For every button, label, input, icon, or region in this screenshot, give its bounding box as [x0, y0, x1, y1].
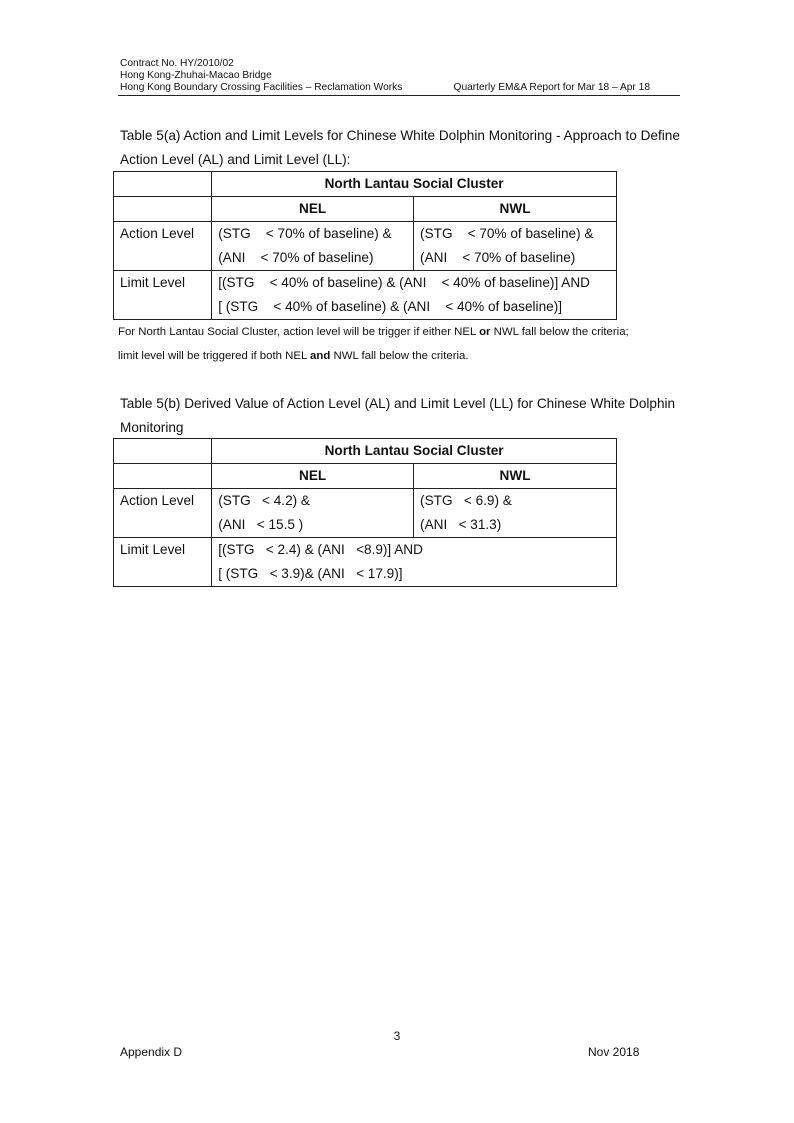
table-row — [114, 538, 617, 587]
action-nwl-line2: (ANI < 70% of baseline) — [420, 250, 576, 265]
facility-name: Hong Kong Boundary Crossing Facilities – Reclamation Works — [120, 82, 403, 93]
table-row — [114, 439, 617, 464]
table-row — [114, 271, 617, 320]
note-text: NWL fall below the criteria; — [490, 326, 629, 338]
column-header-nwl: NWL — [414, 197, 617, 222]
footer-appendix: Appendix D — [120, 1045, 183, 1059]
action-nwl-line2: (ANI < 31.3) — [420, 517, 502, 532]
header-divider — [118, 95, 680, 96]
action-nel-line1: (STG < 4.2) & — [218, 493, 311, 508]
table-b-caption — [120, 392, 680, 440]
limit-cell — [212, 271, 617, 320]
table-a-caption-line2: Action Level (AL) and Limit Level (LL): — [120, 152, 351, 167]
limit-line2: [ (STG < 40% of baseline) & (ANI < 40% of baseline)] — [218, 299, 562, 314]
column-header-nel: NEL — [212, 197, 414, 222]
empty-cell — [114, 439, 212, 464]
page-number: 3 — [393, 1029, 401, 1043]
note-text: NWL fall below the criteria. — [330, 350, 469, 362]
table-a-note — [118, 320, 678, 368]
note-line1 — [118, 320, 678, 344]
table-a-caption-line1: Table 5(a) Action and Limit Levels for Chinese White Dolphin Monitoring - Approach to Define — [120, 128, 680, 143]
table-a-caption — [120, 124, 680, 172]
action-nel-cell — [212, 489, 414, 538]
table-b — [113, 438, 617, 587]
limit-line2: [ (STG < 3.9)& (ANI < 17.9)] — [218, 566, 403, 581]
note-bold: or — [479, 326, 491, 338]
action-nwl-cell — [414, 222, 617, 271]
note-line2 — [118, 344, 678, 368]
table-row — [114, 464, 617, 489]
table-row — [114, 222, 617, 271]
column-header-nel: NEL — [212, 464, 414, 489]
row-label-limit: Limit Level — [114, 538, 212, 587]
contract-number: Contract No. HY/2010/02 — [120, 58, 234, 69]
table-b-caption-line1: Table 5(b) Derived Value of Action Level (AL) and Limit Level (LL) for Chinese White Dolphin — [120, 396, 676, 411]
empty-cell — [114, 464, 212, 489]
page-header — [120, 58, 680, 94]
empty-cell — [114, 197, 212, 222]
column-header-nwl: NWL — [414, 464, 617, 489]
group-header: North Lantau Social Cluster — [212, 439, 617, 464]
footer-date: Nov 2018 — [588, 1045, 640, 1059]
action-nwl-cell — [414, 489, 617, 538]
row-label-limit: Limit Level — [114, 271, 212, 320]
limit-cell — [212, 538, 617, 587]
table-row — [114, 489, 617, 538]
report-title: Quarterly EM&A Report for Mar 18 – Apr 18 — [453, 82, 650, 93]
note-text: For North Lantau Social Cluster, action level will be trigger if either NEL — [118, 326, 480, 338]
table-a — [113, 171, 617, 320]
group-header: North Lantau Social Cluster — [212, 172, 617, 197]
action-nwl-line1: (STG < 6.9) & — [420, 493, 512, 508]
action-nel-line1: (STG < 70% of baseline) & — [218, 226, 392, 241]
table-row — [114, 197, 617, 222]
row-label-action: Action Level — [114, 489, 212, 538]
row-label-action: Action Level — [114, 222, 212, 271]
empty-cell — [114, 172, 212, 197]
note-text: limit level will be triggered if both NEL — [118, 350, 311, 362]
header-row — [120, 82, 680, 94]
action-nel-line2: (ANI < 70% of baseline) — [218, 250, 374, 265]
action-nwl-line1: (STG < 70% of baseline) & — [420, 226, 594, 241]
action-nel-cell — [212, 222, 414, 271]
note-bold: and — [310, 350, 331, 362]
table-row — [114, 172, 617, 197]
limit-line1: [(STG < 40% of baseline) & (ANI < 40% of baseline)] AND — [218, 275, 590, 290]
table-b-caption-line2: Monitoring — [120, 420, 184, 435]
action-nel-line2: (ANI < 15.5 ) — [218, 517, 304, 532]
limit-line1: [(STG < 2.4) & (ANI <8.9)] AND — [218, 542, 423, 557]
project-name: Hong Kong-Zhuhai-Macao Bridge — [120, 70, 272, 81]
